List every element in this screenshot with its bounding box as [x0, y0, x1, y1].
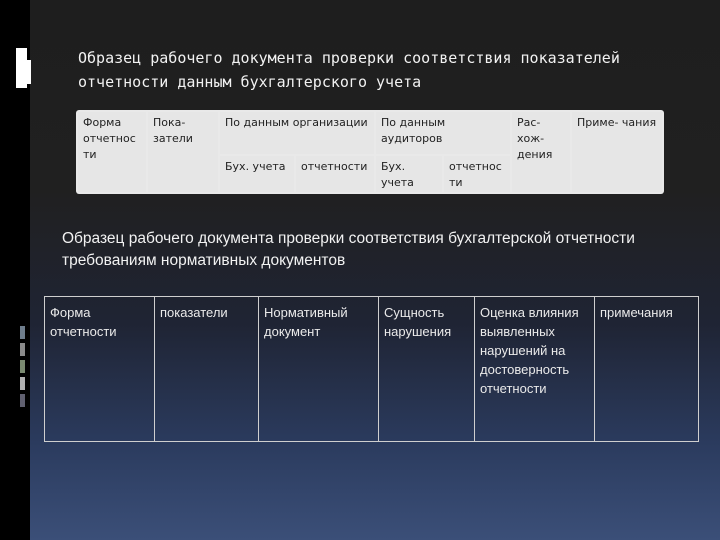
t1-sub-aud-otch: отчетнос ти — [444, 156, 510, 192]
decor-square-4 — [20, 377, 25, 390]
decor-square-1 — [20, 326, 25, 339]
t2-header-sushchnost: Сущность нарушения — [379, 297, 475, 441]
t1-header-aud-group: По данным аудиторов — [376, 112, 510, 154]
title-compliance-norms: Образец рабочего документа проверки соответствия бухгалтерской отчетности требованиям нормативных документов — [62, 230, 635, 269]
t1-sub-aud-buh: Бух. учета — [376, 156, 442, 192]
t1-header-forma: Форма отчетнос ти — [78, 112, 146, 192]
t1-header-pokazateli: Пока- затели — [148, 112, 218, 192]
t2-header-normativ: Нормативный документ — [259, 297, 379, 441]
title-compliance-data: Образец рабочего документа проверки соответствия показателей отчетности данным бухгалтерского учета — [78, 49, 620, 91]
t2-header-forma: Форма отчетности — [45, 297, 155, 441]
t1-sub-org-buh: Бух. учета — [220, 156, 294, 192]
table-compliance-accounting — [76, 110, 664, 194]
t2-header-otsenka: Оценка влияния выявленных нарушений на достоверность отчетности — [475, 297, 595, 441]
decor-square-2 — [20, 343, 25, 356]
t1-header-primechania: Приме- чания — [572, 112, 662, 192]
decor-block-large-inner — [22, 60, 31, 84]
t1-header-org-group: По данным организации — [220, 112, 374, 154]
table-compliance-norms — [44, 296, 699, 442]
t1-sub-org-otch: отчетности — [296, 156, 374, 192]
decor-square-3 — [20, 360, 25, 373]
t1-header-rashozhdenia: Рас- хож- дения — [512, 112, 570, 192]
t2-header-primechania: примечания — [600, 305, 673, 320]
t2-header-pokazateli: показатели — [155, 297, 259, 441]
decor-square-5 — [20, 394, 25, 407]
